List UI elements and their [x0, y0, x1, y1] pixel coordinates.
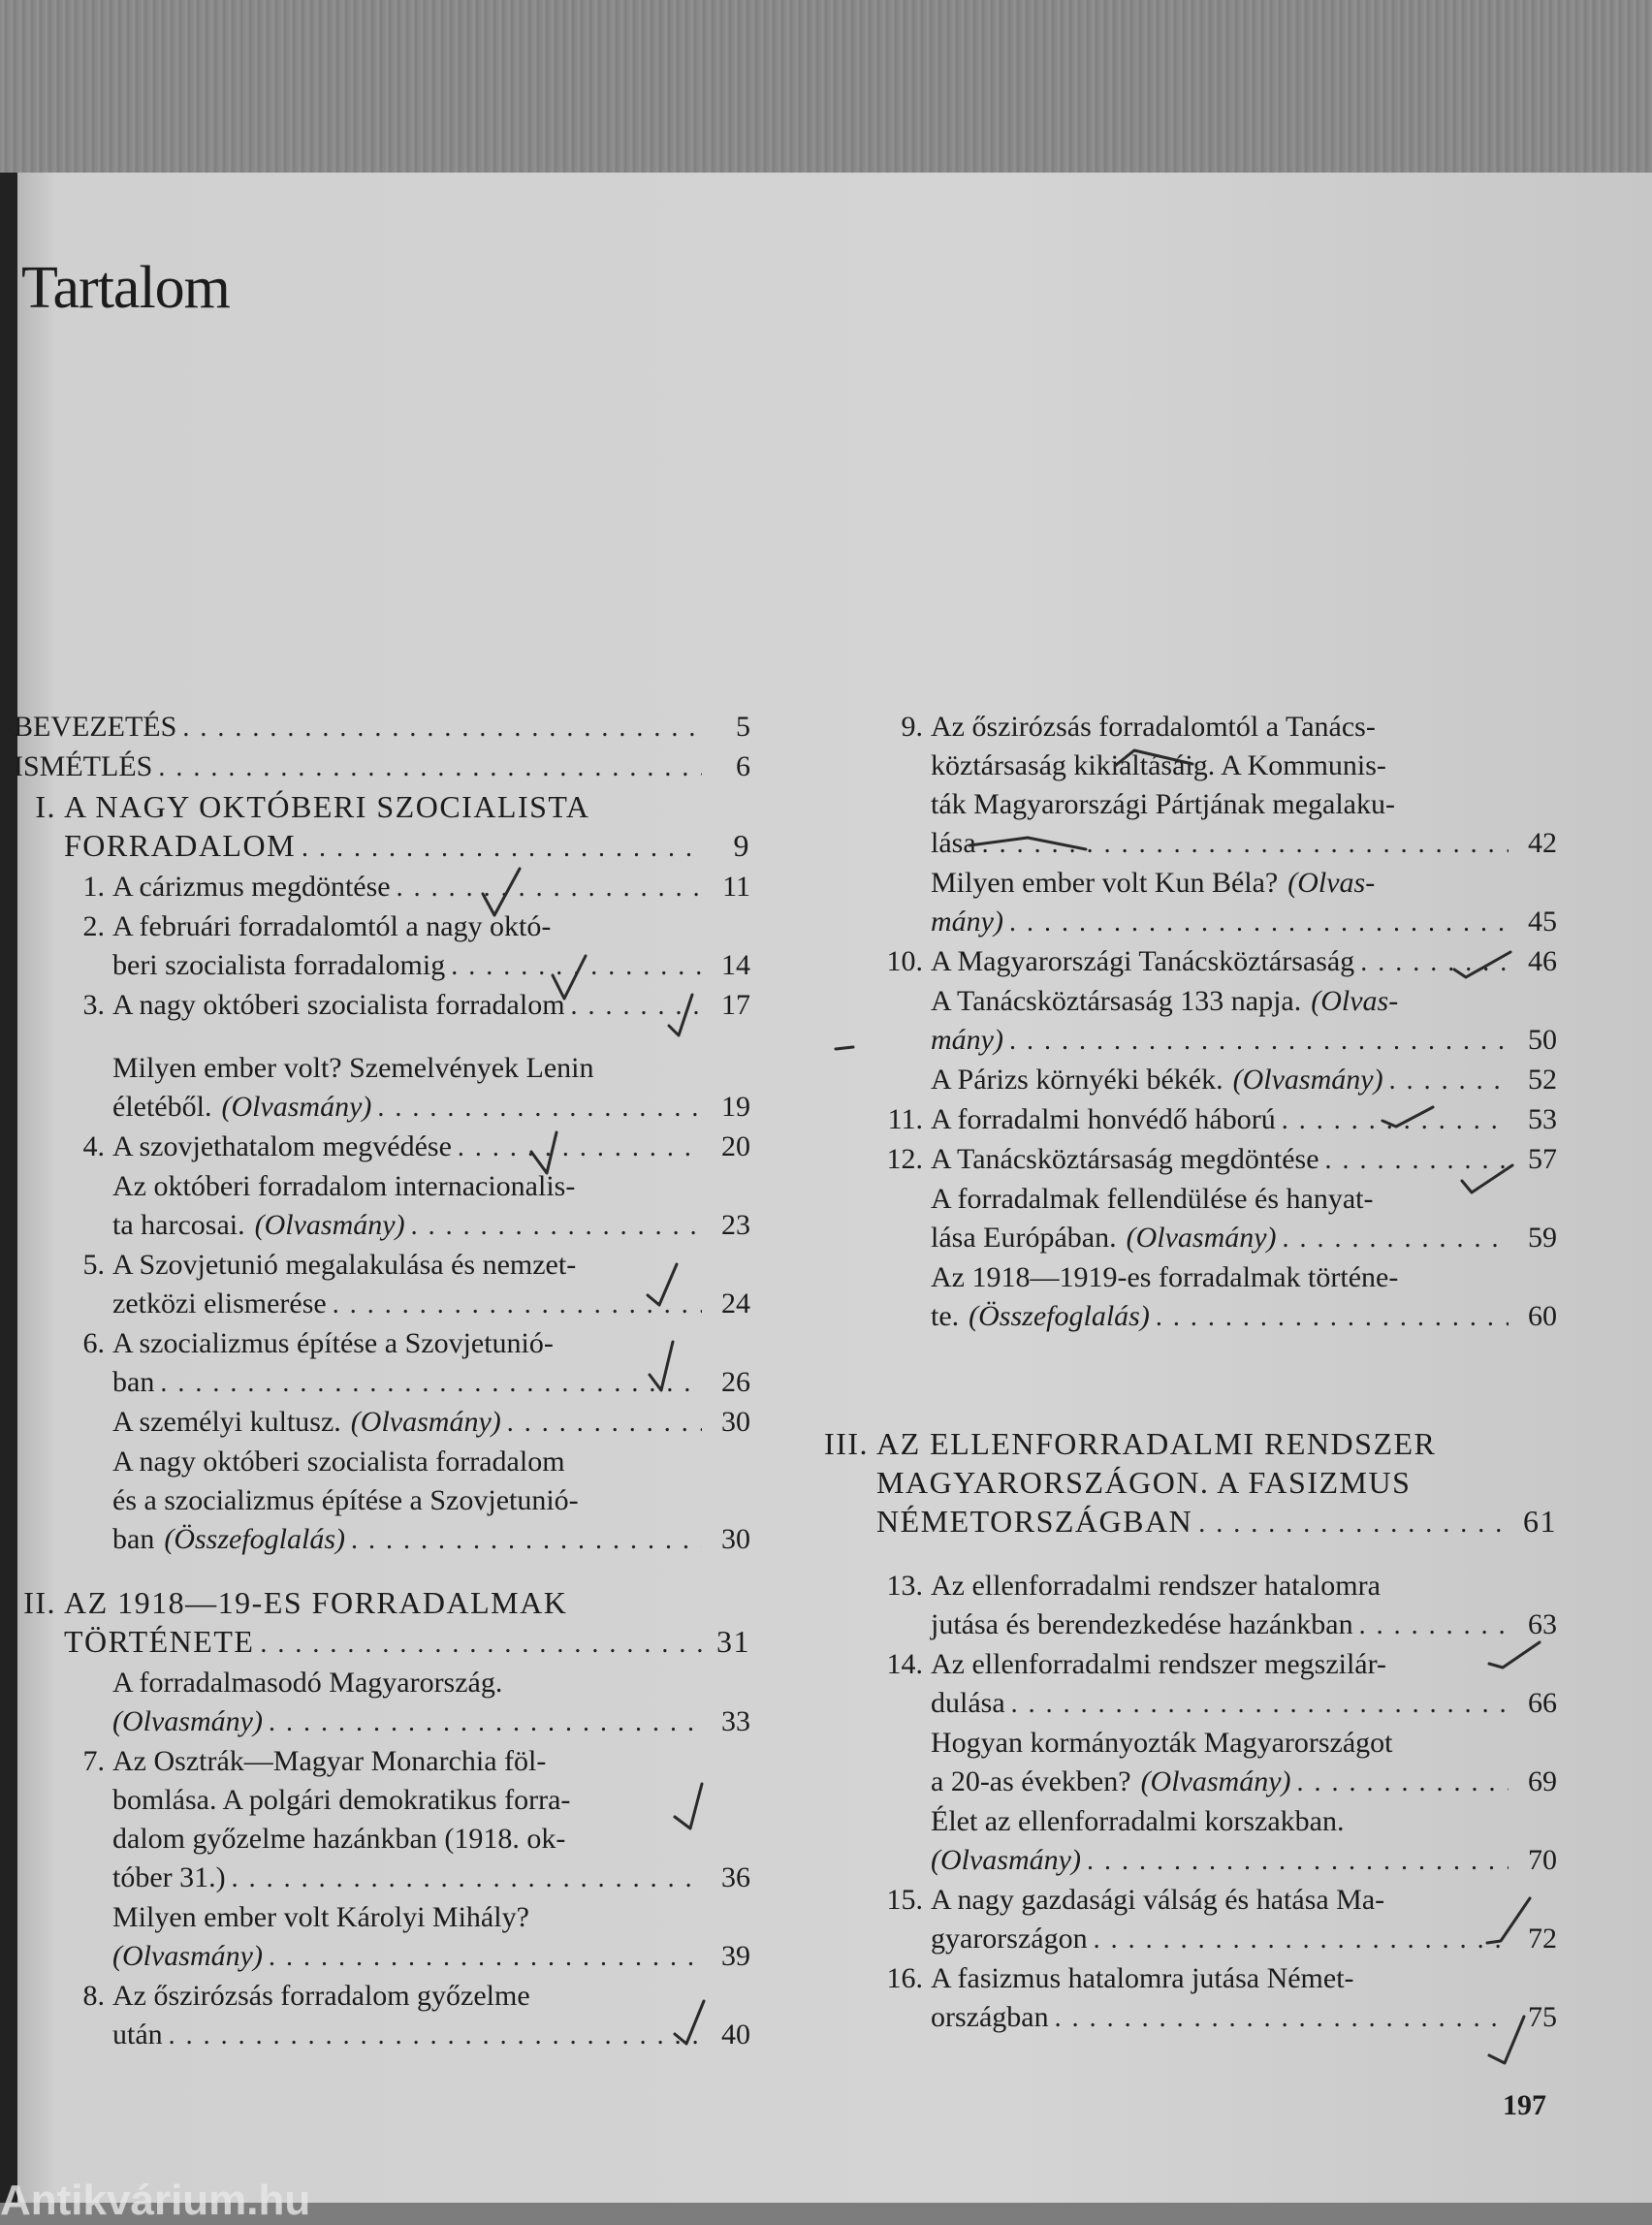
- entry-number: 4.: [82, 1130, 105, 1162]
- dot-leader: [182, 709, 702, 747]
- entry-number: I.: [35, 789, 56, 824]
- entry-page-number: 30: [721, 1523, 750, 1555]
- entry-title: bomlása. A polgári demokratikus forra-: [112, 1784, 571, 1816]
- toc-left-column: [14, 708, 750, 2055]
- entry-page-number: 63: [1528, 1608, 1557, 1640]
- entry-title: Élet az ellenforradalmi korszakban.: [931, 1805, 1345, 1837]
- dot-leader: [160, 1364, 702, 1403]
- toc-entry: [14, 747, 750, 787]
- dot-leader: [1094, 1921, 1509, 1959]
- entry-page-number: 52: [1528, 1064, 1557, 1096]
- toc-entry: [14, 1664, 750, 1742]
- toc-entry: [814, 1645, 1557, 1724]
- entry-page-number: 59: [1528, 1222, 1557, 1254]
- entry-number: 7.: [82, 1745, 105, 1777]
- toc-entry: [14, 1898, 750, 1977]
- toc-entry: [814, 1258, 1557, 1337]
- entry-title: A februári forradalomtól a nagy októ-: [112, 910, 552, 942]
- dot-leader: [1011, 1685, 1509, 1724]
- dot-leader: [1156, 1298, 1509, 1337]
- entry-number: 8.: [82, 1980, 105, 2012]
- entry-number: 6.: [82, 1327, 105, 1359]
- entry-title: A Tanácsköztársaság megdöntése: [931, 1143, 1319, 1175]
- table-background: [0, 0, 1652, 184]
- dot-leader: [571, 987, 702, 1026]
- watermark: Antikvárium.hu: [0, 2177, 311, 2224]
- entry-title: A cárizmus megdöntése: [112, 871, 391, 903]
- entry-title: te.: [931, 1300, 960, 1332]
- entry-title: AZ ELLENFORRADALMI RENDSZER: [876, 1426, 1437, 1461]
- toc-entry: [14, 1324, 750, 1403]
- dot-leader: [169, 2017, 702, 2055]
- dot-leader: [333, 1286, 702, 1324]
- dot-leader: [1055, 1999, 1509, 2038]
- toc-entry: [14, 1167, 750, 1246]
- entry-title: Milyen ember volt? Szemelvények Lenin: [112, 1052, 594, 1084]
- entry-page-number: 72: [1528, 1923, 1557, 1955]
- dot-leader: [458, 1128, 702, 1167]
- dot-leader: [351, 1521, 702, 1560]
- entry-number: 13.: [886, 1570, 923, 1602]
- entry-page-number: 36: [721, 1861, 750, 1893]
- entry-note: (Összefoglalás): [164, 1523, 345, 1555]
- toc-entry: [14, 1742, 750, 1898]
- entry-page-number: 26: [721, 1366, 750, 1398]
- entry-title: BEVEZETÉS: [14, 711, 177, 743]
- entry-number: 14.: [886, 1648, 923, 1680]
- dot-leader: [269, 1938, 702, 1977]
- entry-page-number: 39: [721, 1940, 750, 1972]
- entry-page-number: 69: [1528, 1765, 1557, 1797]
- toc-right-column: [814, 708, 1557, 2038]
- entry-title: Az ellenforradalmi rendszer megszilár-: [931, 1648, 1386, 1680]
- toc-entry: [814, 1100, 1557, 1140]
- entry-title: Az őszirózsás forradalom győzelme: [112, 1980, 530, 2012]
- entry-title: A szovjethatalom megvédése: [112, 1130, 452, 1162]
- entry-note: (Olvasmány): [1126, 1222, 1277, 1254]
- toc-entry: [14, 1246, 750, 1324]
- entry-number: 1.: [82, 871, 105, 903]
- entry-page-number: 23: [721, 1209, 750, 1241]
- entry-number: 12.: [886, 1143, 923, 1175]
- entry-title: A szocializmus építése a Szovjetunió-: [112, 1327, 554, 1359]
- entry-title: NÉMETORSZÁGBAN: [876, 1504, 1193, 1539]
- entry-page-number: 75: [1528, 2001, 1557, 2033]
- toc-entry: [14, 1403, 750, 1443]
- dot-leader: [302, 829, 702, 868]
- entry-note: (Olvasmány): [1140, 1765, 1291, 1797]
- entry-note: (Olvasmány): [112, 1705, 263, 1737]
- entry-page-number: 66: [1528, 1687, 1557, 1719]
- toc-entry: [814, 1140, 1557, 1180]
- dot-leader: [1297, 1764, 1509, 1802]
- toc-entry: [814, 1567, 1557, 1645]
- entry-page-number: 24: [721, 1287, 750, 1319]
- entry-title: beri szocialista forradalomig: [112, 949, 446, 981]
- dot-leader: [982, 825, 1509, 864]
- toc-entry: [14, 708, 750, 747]
- entry-page-number: 70: [1528, 1844, 1557, 1876]
- toc-entry: [14, 1128, 750, 1167]
- entry-title: A nagy októberi szocialista forradalom: [112, 1446, 565, 1478]
- entry-title: A Párizs környéki békék.: [931, 1064, 1223, 1096]
- dot-leader: [1198, 1505, 1509, 1543]
- entry-note: (Olvasmány): [254, 1209, 405, 1241]
- entry-title: A fasizmus hatalomra jutása Német-: [931, 1962, 1354, 1994]
- entry-page-number: 20: [721, 1130, 750, 1162]
- entry-title: A Magyarországi Tanácsköztársaság: [931, 945, 1355, 977]
- toc-entry: [14, 1977, 750, 2055]
- entry-number: III.: [824, 1426, 869, 1461]
- toc-entry: [814, 1180, 1557, 1258]
- entry-page-number: 6: [736, 750, 750, 782]
- dot-leader: [507, 1404, 702, 1443]
- entry-number: 16.: [886, 1962, 923, 1994]
- dot-leader: [1009, 904, 1509, 942]
- entry-title: A Szovjetunió megalakulása és nemzet-: [112, 1249, 577, 1281]
- toc-entry: [14, 986, 750, 1026]
- entry-page-number: 33: [721, 1705, 750, 1737]
- dot-leader: [1325, 1141, 1509, 1180]
- entry-page-number: 17: [721, 989, 750, 1021]
- toc-entry: [14, 787, 750, 868]
- dot-leader: [232, 1859, 702, 1898]
- entry-title: dalom győzelme hazánkban (1918. ok-: [112, 1823, 566, 1855]
- dot-leader: [1087, 1842, 1509, 1881]
- entry-page-number: 57: [1528, 1143, 1557, 1175]
- entry-title: Az őszirózsás forradalomtól a Tanács-: [931, 711, 1376, 743]
- entry-page-number: 5: [736, 711, 750, 743]
- entry-title: jutása és berendezkedése hazánkban: [931, 1608, 1353, 1640]
- entry-number: 3.: [82, 989, 105, 1021]
- entry-title: Az Osztrák—Magyar Monarchia föl-: [112, 1745, 547, 1777]
- entry-note: (Olvasmány): [350, 1406, 501, 1438]
- entry-number: 15.: [886, 1884, 923, 1916]
- entry-title: A személyi kultusz.: [112, 1406, 341, 1438]
- entry-title: tóber 31.): [112, 1861, 226, 1893]
- entry-title: ták Magyarországi Pártjának megalaku-: [931, 788, 1395, 820]
- entry-note: (Olvasmány): [112, 1940, 263, 1972]
- entry-title: TÖRTÉNETE: [64, 1624, 255, 1659]
- entry-title: a 20-as években?: [931, 1765, 1131, 1797]
- entry-title: Az ellenforradalmi rendszer hatalomra: [931, 1570, 1381, 1602]
- entry-page-number: 9: [733, 828, 750, 863]
- entry-note: (Olvasmány): [221, 1091, 372, 1123]
- toc-entry: [814, 1424, 1557, 1543]
- entry-title: gyarországon: [931, 1923, 1088, 1955]
- entry-title: ban: [112, 1366, 155, 1398]
- dot-leader: [269, 1703, 702, 1742]
- dot-leader: [1389, 1062, 1509, 1100]
- toc-entry: [14, 1443, 750, 1560]
- entry-title: lása Európában.: [931, 1222, 1117, 1254]
- entry-page-number: 50: [1528, 1024, 1557, 1056]
- entry-page-number: 14: [721, 949, 750, 981]
- dot-leader: [451, 947, 702, 986]
- toc-entry: [814, 1802, 1557, 1881]
- entry-title: MAGYARORSZÁGON. A FASIZMUS: [876, 1465, 1412, 1500]
- entry-page-number: 42: [1528, 827, 1557, 859]
- entry-page-number: 61: [1523, 1504, 1557, 1539]
- toc-entry: [14, 868, 750, 907]
- entry-number: 10.: [886, 945, 923, 977]
- entry-note: (Olvas-: [1287, 867, 1376, 899]
- dot-leader: [260, 1625, 702, 1664]
- toc-entry: [814, 1959, 1557, 2038]
- dot-leader: [1009, 1022, 1509, 1061]
- entry-number: 2.: [82, 910, 105, 942]
- toc-entry: [14, 1583, 750, 1664]
- entry-title: FORRADALOM: [64, 828, 297, 863]
- page-title: Tartalom: [21, 255, 230, 321]
- entry-title: Milyen ember volt Kun Béla?: [931, 867, 1279, 899]
- dot-leader: [1360, 943, 1509, 982]
- entry-title: zetközi elismerése: [112, 1287, 327, 1319]
- entry-title: Hogyan kormányozták Magyarországot: [931, 1727, 1393, 1759]
- entry-number: 9.: [901, 711, 923, 743]
- toc-entry: [814, 1724, 1557, 1802]
- entry-title: A Tanácsköztársaság 133 napja.: [931, 985, 1302, 1017]
- entry-page-number: 53: [1528, 1103, 1557, 1135]
- entry-title: A forradalmi honvédő háború: [931, 1103, 1276, 1135]
- entry-note: (Olvas-: [1311, 985, 1399, 1017]
- toc-entry: [814, 864, 1557, 942]
- entry-note: (Olvasmány): [931, 1844, 1081, 1876]
- toc-entry: [814, 982, 1557, 1061]
- dot-leader: [397, 869, 702, 907]
- entry-title: A NAGY OKTÓBERI SZOCIALISTA: [64, 789, 590, 824]
- entry-title: Milyen ember volt Károlyi Mihály?: [112, 1901, 529, 1933]
- entry-title: Az októberi forradalom internacionalis-: [112, 1170, 576, 1202]
- toc-entry: [814, 1881, 1557, 1959]
- entry-note: (Összefoglalás): [969, 1300, 1150, 1332]
- dot-leader: [1282, 1101, 1509, 1140]
- dot-leader: [377, 1089, 702, 1128]
- entry-page-number: 30: [721, 1406, 750, 1438]
- toc-entry: [814, 1061, 1557, 1100]
- entry-title: A forradalmasodó Magyarország.: [112, 1667, 503, 1699]
- entry-title: ISMÉTLÉS: [14, 750, 153, 782]
- entry-title: életéből.: [112, 1091, 212, 1123]
- entry-title: Az 1918—1919-es forradalmak történe-: [931, 1261, 1399, 1293]
- entry-title: és a szocializmus építése a Szovjetunió-: [112, 1484, 579, 1516]
- entry-title: köztársaság kikiáltásáig. A Kommunis-: [931, 749, 1386, 781]
- entry-number: 5.: [82, 1249, 105, 1281]
- dot-leader: [411, 1207, 702, 1246]
- entry-title: A nagy októberi szocialista forradalom: [112, 989, 565, 1021]
- toc-entry: [14, 907, 750, 986]
- entry-page-number: 19: [721, 1091, 750, 1123]
- entry-title: lása: [931, 827, 976, 859]
- entry-page-number: 11: [722, 871, 750, 903]
- toc-entry: [814, 708, 1557, 864]
- entry-number: II.: [23, 1585, 56, 1620]
- entry-page-number: 60: [1528, 1300, 1557, 1332]
- entry-title: AZ 1918—19-ES FORRADALMAK: [64, 1585, 568, 1620]
- dot-leader: [1359, 1606, 1509, 1645]
- toc-entry: [814, 942, 1557, 982]
- entry-title: ta harcosai.: [112, 1209, 245, 1241]
- entry-page-number: 31: [716, 1624, 750, 1659]
- entry-title: A forradalmak fellendülése és hanyat-: [931, 1183, 1374, 1215]
- page-number: 197: [1503, 2089, 1546, 2121]
- entry-title: dulása: [931, 1687, 1005, 1719]
- toc-entry: [14, 1049, 750, 1128]
- entry-number: 11.: [887, 1103, 923, 1135]
- entry-note: mány): [931, 1024, 1003, 1056]
- entry-note: (Olvasmány): [1232, 1064, 1383, 1096]
- entry-page-number: 40: [721, 2018, 750, 2050]
- entry-title: A nagy gazdasági válság és hatása Ma-: [931, 1884, 1385, 1916]
- entry-title: országban: [931, 2001, 1049, 2033]
- dot-leader: [1283, 1220, 1509, 1258]
- dot-leader: [158, 748, 702, 787]
- entry-title: után: [112, 2018, 163, 2050]
- entry-page-number: 45: [1528, 906, 1557, 938]
- entry-page-number: 46: [1528, 945, 1557, 977]
- entry-title: ban: [112, 1523, 155, 1555]
- entry-note: mány): [931, 906, 1003, 938]
